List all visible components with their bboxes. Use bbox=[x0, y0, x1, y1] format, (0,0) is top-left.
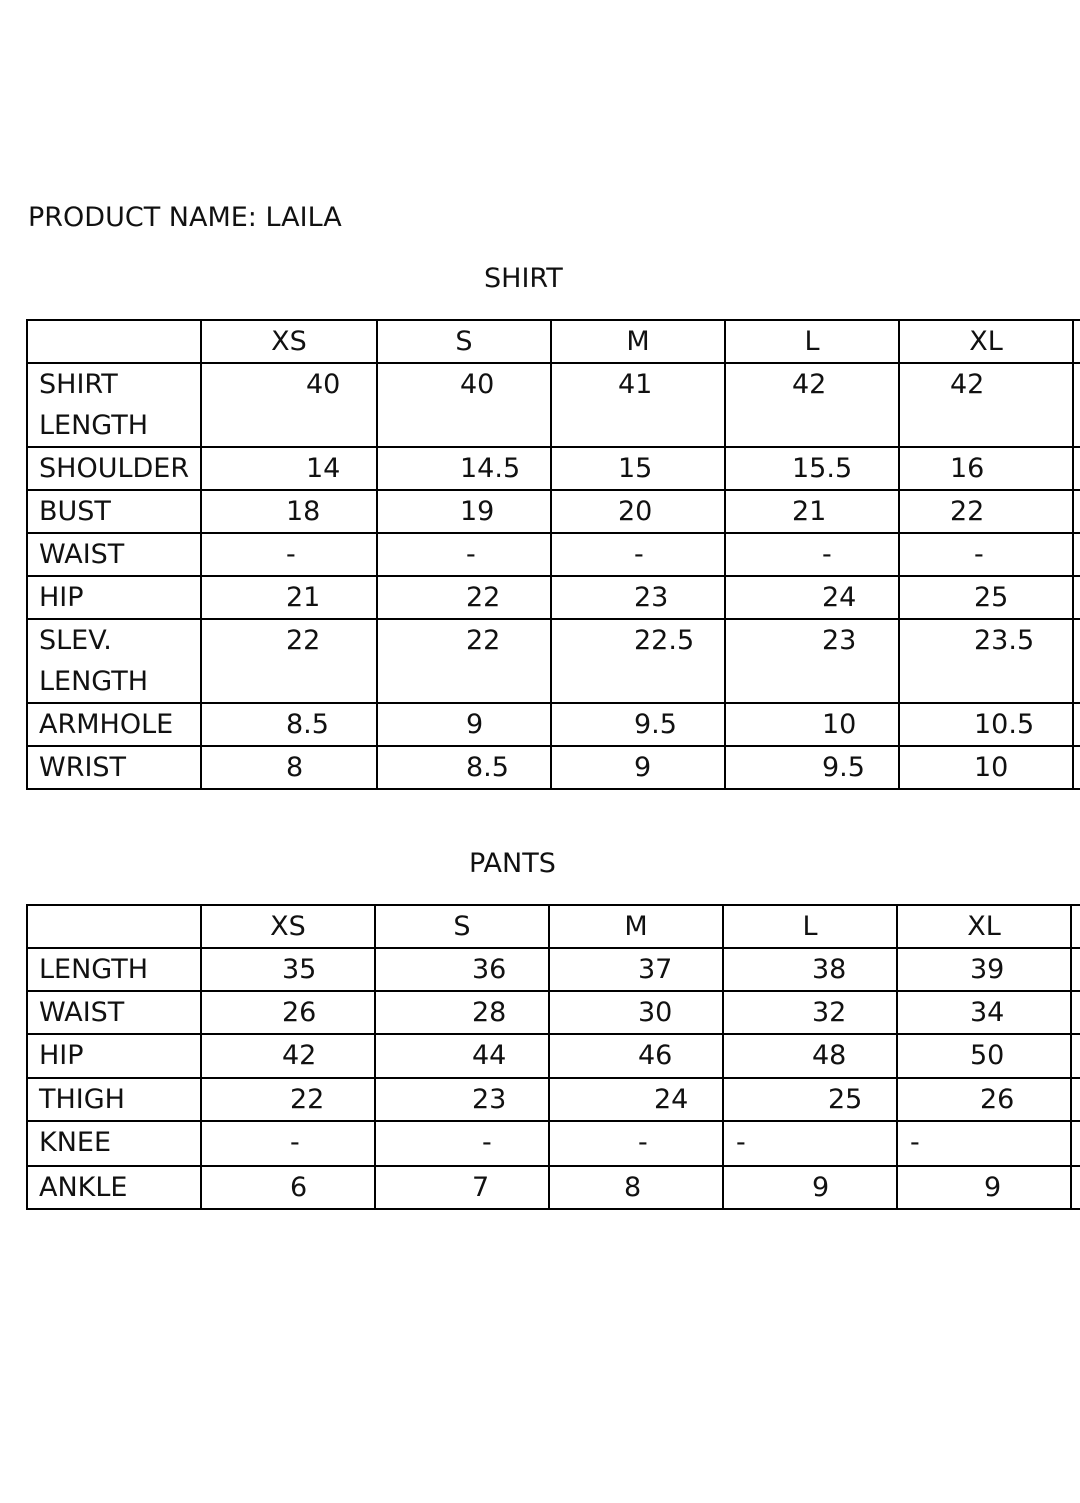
measurement-cell: 15 bbox=[551, 447, 725, 490]
measurement-cell: - bbox=[201, 1121, 375, 1166]
table-row bbox=[27, 576, 1080, 619]
measurement-cell: 42 bbox=[725, 363, 899, 447]
measurement-cell: - bbox=[899, 533, 1073, 576]
row-label: HIP bbox=[27, 576, 201, 619]
measurement-cell: 23 bbox=[375, 1078, 549, 1121]
measurement-cell: 24 bbox=[549, 1078, 723, 1121]
measurement-cell: 8 bbox=[549, 1166, 723, 1209]
measurement-cell: 9.5 bbox=[725, 746, 899, 789]
measurement-cell: 10 bbox=[725, 703, 899, 746]
measurement-cell: 14 bbox=[201, 447, 377, 490]
measurement-cell: - bbox=[897, 1121, 1071, 1166]
shirt-section-title: SHIRT bbox=[484, 263, 563, 294]
size-header-m: M bbox=[549, 905, 723, 948]
measurement-cell: - bbox=[551, 533, 725, 576]
edge-cell bbox=[1073, 447, 1080, 490]
measurement-cell: 9 bbox=[897, 1166, 1071, 1209]
measurement-cell: 25 bbox=[899, 576, 1073, 619]
edge-cell bbox=[1071, 1121, 1080, 1166]
table-row bbox=[27, 363, 1080, 447]
edge-cell bbox=[1073, 619, 1080, 703]
measurement-cell: 23.5 bbox=[899, 619, 1073, 703]
measurement-cell: 6 bbox=[201, 1166, 375, 1209]
size-header-xs: XS bbox=[201, 905, 375, 948]
measurement-cell: 21 bbox=[201, 576, 377, 619]
table-row bbox=[27, 619, 1080, 703]
measurement-cell: 22.5 bbox=[551, 619, 725, 703]
measurement-cell: 30 bbox=[549, 991, 723, 1034]
edge-cell bbox=[1071, 1034, 1080, 1078]
measurement-cell: 25 bbox=[723, 1078, 897, 1121]
table-row bbox=[27, 1078, 1080, 1121]
measurement-cell: - bbox=[725, 533, 899, 576]
measurement-cell: 24 bbox=[725, 576, 899, 619]
table-row bbox=[27, 1121, 1080, 1166]
row-label: KNEE bbox=[27, 1121, 201, 1166]
edge-cell bbox=[1071, 1166, 1080, 1209]
measurement-cell: 8.5 bbox=[201, 703, 377, 746]
measurement-cell: 42 bbox=[201, 1034, 375, 1078]
measurement-cell: 36 bbox=[375, 948, 549, 991]
measurement-cell: 9.5 bbox=[551, 703, 725, 746]
measurement-cell: - bbox=[201, 533, 377, 576]
pants-header-row bbox=[27, 905, 1080, 948]
row-label: SHIRT LENGTH bbox=[27, 363, 201, 447]
table-row bbox=[27, 703, 1080, 746]
row-label: WAIST bbox=[27, 533, 201, 576]
measurement-cell: 38 bbox=[723, 948, 897, 991]
measurement-cell: 7 bbox=[375, 1166, 549, 1209]
measurement-cell: 8.5 bbox=[377, 746, 551, 789]
measurement-cell: 26 bbox=[201, 991, 375, 1034]
measurement-cell: 14.5 bbox=[377, 447, 551, 490]
measurement-cell: 21 bbox=[725, 490, 899, 533]
size-header-xl: XL bbox=[899, 320, 1073, 363]
measurement-cell: 23 bbox=[551, 576, 725, 619]
table-row bbox=[27, 746, 1080, 789]
size-header-m: M bbox=[551, 320, 725, 363]
row-label: LENGTH bbox=[27, 948, 201, 991]
measurement-cell: 40 bbox=[201, 363, 377, 447]
measurement-cell: 18 bbox=[201, 490, 377, 533]
measurement-cell: 37 bbox=[549, 948, 723, 991]
measurement-cell: 9 bbox=[723, 1166, 897, 1209]
shirt-size-table bbox=[26, 319, 1080, 790]
measurement-cell: 48 bbox=[723, 1034, 897, 1078]
measurement-cell: - bbox=[549, 1121, 723, 1166]
measurement-cell: 20 bbox=[551, 490, 725, 533]
table-row bbox=[27, 490, 1080, 533]
measurement-cell: 46 bbox=[549, 1034, 723, 1078]
edge-cell bbox=[1071, 948, 1080, 991]
row-label: BUST bbox=[27, 490, 201, 533]
size-header-l: L bbox=[725, 320, 899, 363]
measurement-cell: 22 bbox=[377, 619, 551, 703]
edge-cell bbox=[1073, 746, 1080, 789]
size-header-s: S bbox=[375, 905, 549, 948]
measurement-cell: 40 bbox=[377, 363, 551, 447]
edge-cell bbox=[1071, 1078, 1080, 1121]
size-header-s: S bbox=[377, 320, 551, 363]
edge-cell bbox=[1073, 363, 1080, 447]
measurement-cell: - bbox=[377, 533, 551, 576]
pants-size-table bbox=[26, 904, 1080, 1210]
edge-cell bbox=[1073, 320, 1080, 363]
table-row bbox=[27, 1034, 1080, 1078]
measurement-cell: - bbox=[723, 1121, 897, 1166]
measurement-cell: 22 bbox=[201, 1078, 375, 1121]
row-label: SLEV. LENGTH bbox=[27, 619, 201, 703]
measurement-cell: 28 bbox=[375, 991, 549, 1034]
measurement-cell: 19 bbox=[377, 490, 551, 533]
edge-cell bbox=[1073, 533, 1080, 576]
header-corner-cell bbox=[27, 320, 201, 363]
measurement-cell: 9 bbox=[377, 703, 551, 746]
measurement-cell: 26 bbox=[897, 1078, 1071, 1121]
row-label: WRIST bbox=[27, 746, 201, 789]
measurement-cell: 39 bbox=[897, 948, 1071, 991]
edge-cell bbox=[1073, 576, 1080, 619]
measurement-cell: 44 bbox=[375, 1034, 549, 1078]
edge-cell bbox=[1071, 991, 1080, 1034]
size-header-xl: XL bbox=[897, 905, 1071, 948]
row-label: ANKLE bbox=[27, 1166, 201, 1209]
measurement-cell: 9 bbox=[551, 746, 725, 789]
pants-section-title: PANTS bbox=[469, 848, 556, 879]
measurement-cell: 50 bbox=[897, 1034, 1071, 1078]
size-header-l: L bbox=[723, 905, 897, 948]
edge-cell bbox=[1071, 905, 1080, 948]
measurement-cell: 10.5 bbox=[899, 703, 1073, 746]
table-row bbox=[27, 948, 1080, 991]
edge-cell bbox=[1073, 490, 1080, 533]
measurement-cell: 22 bbox=[201, 619, 377, 703]
table-row bbox=[27, 991, 1080, 1034]
measurement-cell: 8 bbox=[201, 746, 377, 789]
measurement-cell: 23 bbox=[725, 619, 899, 703]
size-header-xs: XS bbox=[201, 320, 377, 363]
row-label: ARMHOLE bbox=[27, 703, 201, 746]
measurement-cell: 22 bbox=[377, 576, 551, 619]
row-label: HIP bbox=[27, 1034, 201, 1078]
measurement-cell: - bbox=[375, 1121, 549, 1166]
header-corner-cell bbox=[27, 905, 201, 948]
row-label: SHOULDER bbox=[27, 447, 201, 490]
shirt-header-row bbox=[27, 320, 1080, 363]
row-label: WAIST bbox=[27, 991, 201, 1034]
measurement-cell: 34 bbox=[897, 991, 1071, 1034]
measurement-cell: 32 bbox=[723, 991, 897, 1034]
edge-cell bbox=[1073, 703, 1080, 746]
measurement-cell: 22 bbox=[899, 490, 1073, 533]
product-name: PRODUCT NAME: LAILA bbox=[28, 202, 342, 233]
measurement-cell: 35 bbox=[201, 948, 375, 991]
measurement-cell: 41 bbox=[551, 363, 725, 447]
table-row bbox=[27, 447, 1080, 490]
measurement-cell: 15.5 bbox=[725, 447, 899, 490]
table-row bbox=[27, 1166, 1080, 1209]
measurement-cell: 16 bbox=[899, 447, 1073, 490]
measurement-cell: 42 bbox=[899, 363, 1073, 447]
row-label: THIGH bbox=[27, 1078, 201, 1121]
table-row bbox=[27, 533, 1080, 576]
measurement-cell: 10 bbox=[899, 746, 1073, 789]
